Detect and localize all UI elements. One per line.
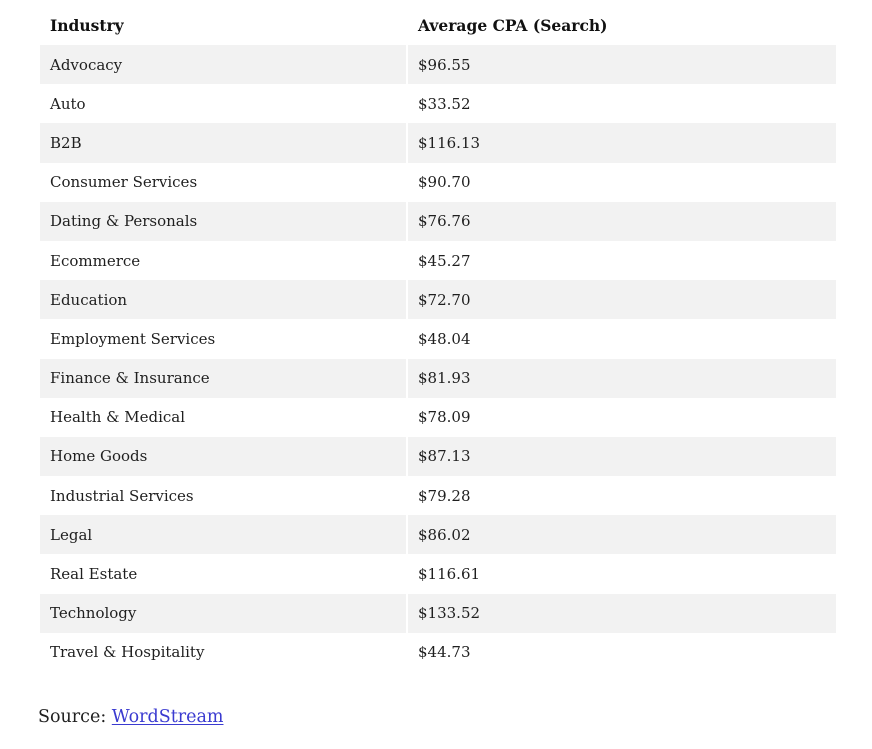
industry-cell: Legal: [40, 515, 408, 554]
table-row: [40, 476, 836, 515]
industry-cell: Industrial Services: [40, 476, 408, 515]
cpa-cell: $116.61: [408, 554, 836, 593]
cpa-cell: $44.73: [408, 633, 836, 672]
industry-cell: Technology: [40, 594, 408, 633]
table-row: [40, 319, 836, 358]
cpa-cell: $45.27: [408, 241, 836, 280]
header-industry: Industry: [40, 6, 408, 45]
table-row: [40, 633, 836, 672]
header-row: [40, 6, 836, 45]
source-link-wordstream[interactable]: WordStream: [111, 707, 224, 727]
table-row: [40, 515, 836, 554]
table-row: [40, 241, 836, 280]
table-row: [40, 202, 836, 241]
industry-cell: Travel & Hospitality: [40, 633, 408, 672]
industry-cell: Education: [40, 280, 408, 319]
industry-cell: Ecommerce: [40, 241, 408, 280]
cpa-cell: $90.70: [408, 163, 836, 202]
table-row: [40, 280, 836, 319]
table-row: [40, 594, 836, 633]
cpa-cell: $76.76: [408, 202, 836, 241]
cpa-table-container: [40, 6, 836, 672]
industry-cell: Real Estate: [40, 554, 408, 593]
cpa-cell: $72.70: [408, 280, 836, 319]
industry-cell: Employment Services: [40, 319, 408, 358]
cpa-cell: $133.52: [408, 594, 836, 633]
cpa-cell: $86.02: [408, 515, 836, 554]
industry-cell: Finance & Insurance: [40, 359, 408, 398]
table-row: [40, 398, 836, 437]
source-label: Source:: [38, 707, 107, 727]
cpa-cell: $87.13: [408, 437, 836, 476]
table-row: [40, 123, 836, 162]
table-row: [40, 84, 836, 123]
table-row: [40, 554, 836, 593]
cpa-table: [40, 6, 836, 672]
table-body: [40, 45, 836, 672]
industry-cell: Home Goods: [40, 437, 408, 476]
cpa-cell: $33.52: [408, 84, 836, 123]
industry-cell: Auto: [40, 84, 408, 123]
cpa-cell: $81.93: [408, 359, 836, 398]
header-average-cpa: Average CPA (Search): [408, 6, 836, 45]
cpa-cell: $48.04: [408, 319, 836, 358]
industry-cell: Health & Medical: [40, 398, 408, 437]
cpa-cell: $78.09: [408, 398, 836, 437]
table-row: [40, 437, 836, 476]
industry-cell: Dating & Personals: [40, 202, 408, 241]
cpa-cell: $96.55: [408, 45, 836, 84]
industry-cell: B2B: [40, 123, 408, 162]
industry-cell: Consumer Services: [40, 163, 408, 202]
source-line: [38, 707, 223, 727]
cpa-cell: $116.13: [408, 123, 836, 162]
table-row: [40, 163, 836, 202]
table-row: [40, 45, 836, 84]
table-header: [40, 6, 836, 45]
table-row: [40, 359, 836, 398]
industry-cell: Advocacy: [40, 45, 408, 84]
cpa-cell: $79.28: [408, 476, 836, 515]
